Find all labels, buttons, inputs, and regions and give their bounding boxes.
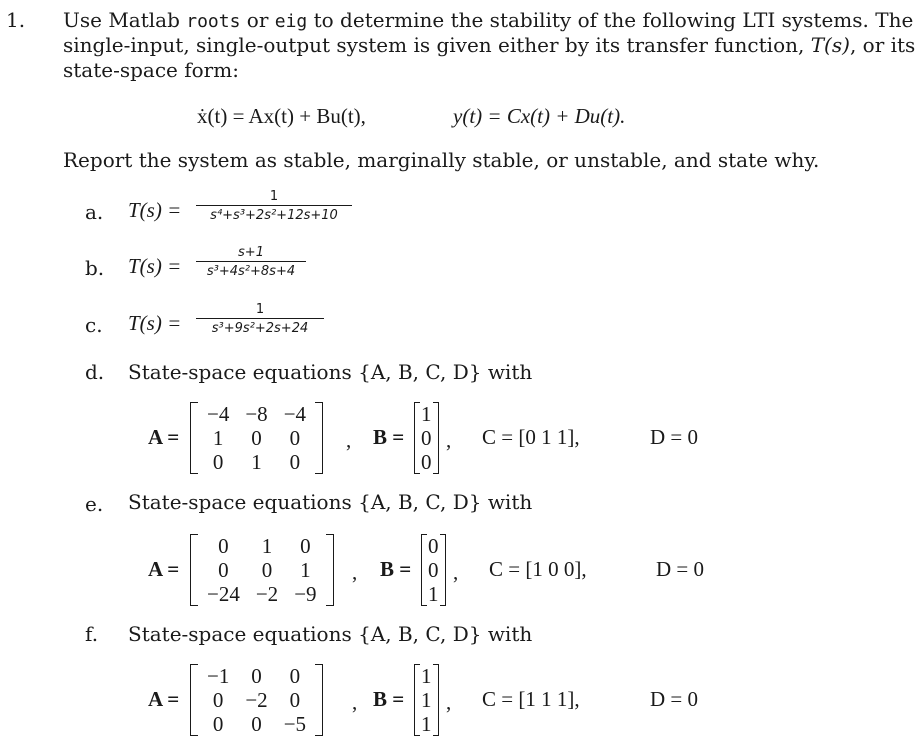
matrix-cell: 0 (212, 450, 224, 474)
matrix-cell: 0 (428, 534, 439, 558)
part-c-fraction (196, 302, 324, 337)
part-e-a-label: A = (148, 557, 180, 581)
part-d-label: d. (85, 360, 105, 384)
matrix-cell: −8 (245, 402, 268, 426)
intro-text: to determine the stability of the following LTI systems. The (307, 8, 914, 32)
part-e-matrix-b (421, 534, 446, 606)
matrix-cell: 0 (251, 664, 262, 688)
comma: , (446, 428, 452, 452)
transfer-function-symbol: T(s) (810, 33, 850, 57)
matrix-cell: 1 (251, 450, 262, 474)
part-c-numerator: 1 (255, 302, 265, 317)
part-f-c-matrix: C = [1 1 1], (482, 687, 580, 711)
comma: , (352, 560, 358, 584)
part-f-heading: State-space equations {A, B, C, D} with (128, 622, 533, 646)
matrix-cell: 1 (261, 534, 273, 558)
part-f-a-label: A = (148, 687, 180, 711)
part-a-label: a. (85, 200, 104, 224)
comma: , (453, 560, 459, 584)
matrix-cell: 0 (212, 688, 224, 712)
matrix-cell: 0 (300, 534, 311, 558)
matrix-cell: −2 (255, 582, 279, 606)
intro-line-2 (63, 33, 915, 57)
part-f-label: f. (85, 622, 99, 646)
matrix-cell: −4 (283, 402, 307, 426)
matrix-cell: −1 (207, 664, 230, 688)
part-b-lhs: T(s) = (128, 254, 182, 278)
part-d-a-label: A = (148, 425, 180, 449)
part-e-label: e. (85, 492, 104, 516)
code-roots: roots (186, 11, 241, 32)
part-b-fraction (196, 245, 306, 280)
matrix-cell: 0 (251, 426, 262, 450)
matrix-cell: −2 (245, 688, 268, 712)
matrix-cell: 0 (421, 426, 432, 450)
part-c-lhs: T(s) = (128, 311, 182, 335)
part-f-matrix-a (190, 664, 323, 736)
matrix-cell: −4 (207, 402, 230, 426)
part-b-denominator: s³+4s²+8s+4 (196, 261, 306, 280)
matrix-cell: 0 (289, 426, 301, 450)
matrix-cell: 1 (212, 426, 224, 450)
matrix-cell: 1 (421, 402, 432, 426)
comma: , (446, 690, 452, 714)
matrix-cell: 1 (421, 688, 432, 712)
matrix-cell: 0 (218, 558, 229, 582)
part-f-b-label: B = (373, 687, 405, 711)
intro-text: or (240, 8, 275, 32)
part-f-matrix-b (414, 664, 439, 736)
problem-number: 1. (6, 8, 26, 32)
comma: , (346, 428, 352, 452)
part-a-lhs: T(s) = (128, 198, 182, 222)
report-instruction: Report the system as stable, marginally stable, or unstable, and state why. (63, 148, 820, 172)
part-e-b-label: B = (380, 557, 412, 581)
matrix-cell: 1 (428, 582, 439, 606)
matrix-cell: 0 (289, 688, 301, 712)
part-f-d-value: D = 0 (650, 687, 699, 711)
intro-text: single-input, single-output system is given either by its transfer function, (63, 33, 811, 57)
intro-line-3: state-space form: (63, 58, 239, 82)
state-equation: ẋ(t) = Ax(t) + Bu(t), (197, 104, 366, 128)
part-b-numerator: s+1 (238, 245, 264, 260)
matrix-cell: 0 (421, 450, 432, 474)
part-d-b-label: B = (373, 425, 405, 449)
matrix-cell: 1 (421, 664, 432, 688)
part-a-denominator: s⁴+s³+2s²+12s+10 (196, 205, 352, 224)
part-b-label: b. (85, 256, 105, 280)
code-eig: eig (274, 11, 308, 32)
part-d-c-matrix: C = [0 1 1], (482, 425, 580, 449)
matrix-cell: 0 (428, 558, 439, 582)
matrix-cell: 0 (212, 712, 224, 736)
part-e-d-value: D = 0 (656, 557, 705, 581)
matrix-cell: 0 (218, 534, 229, 558)
matrix-cell: −9 (294, 582, 317, 606)
matrix-cell: 0 (251, 712, 262, 736)
matrix-cell: 0 (289, 664, 301, 688)
part-a-fraction (196, 189, 352, 224)
part-d-heading: State-space equations {A, B, C, D} with (128, 360, 533, 384)
part-d-matrix-a (190, 402, 323, 474)
matrix-cell: −24 (207, 582, 240, 606)
part-e-matrix-a (190, 534, 334, 606)
intro-text: , or its (849, 33, 915, 57)
intro-text: Use Matlab (63, 8, 187, 32)
part-e-c-matrix: C = [1 0 0], (489, 557, 587, 581)
part-d-d-value: D = 0 (650, 425, 699, 449)
part-c-label: c. (85, 313, 103, 337)
intro-line-1 (63, 8, 913, 32)
part-c-denominator: s³+9s²+2s+24 (196, 318, 324, 337)
comma: , (352, 690, 358, 714)
part-e-heading: State-space equations {A, B, C, D} with (128, 490, 533, 514)
matrix-cell: 0 (289, 450, 301, 474)
matrix-cell: −5 (283, 712, 307, 736)
matrix-cell: 1 (300, 558, 311, 582)
output-equation: y(t) = Cx(t) + Du(t). (453, 104, 626, 128)
matrix-cell: 1 (421, 712, 432, 736)
part-a-numerator: 1 (269, 189, 279, 204)
part-d-matrix-b (414, 402, 439, 474)
matrix-cell: 0 (261, 558, 273, 582)
